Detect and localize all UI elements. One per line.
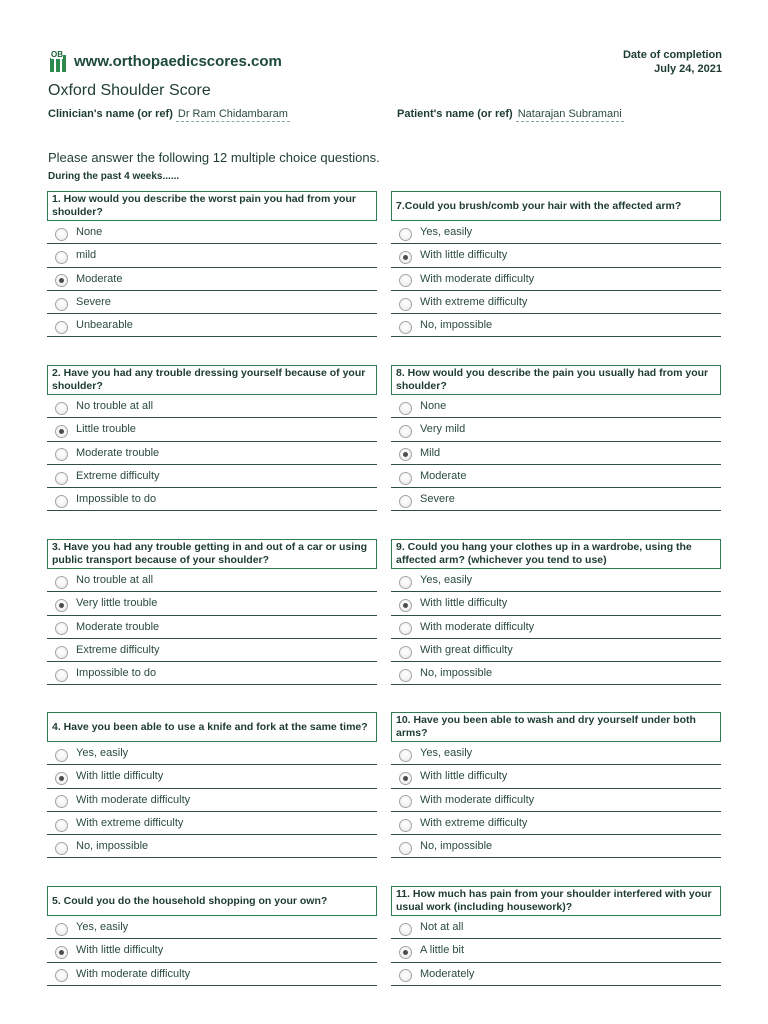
answer-option-label: Severe [76,296,111,309]
answer-option-label: With great difficulty [420,644,513,657]
radio-unselected-icon[interactable] [399,472,412,485]
instructions: Please answer the following 12 multiple choice questions. [48,150,380,165]
question-text: 8. How would you describe the pain you usually had from your shoulder? [391,365,721,395]
answer-option[interactable] [391,916,721,939]
answer-option[interactable] [47,742,377,765]
radio-unselected-icon[interactable] [55,923,68,936]
question-text: 2. Have you had any trouble dressing yourself because of your shoulder? [47,365,377,395]
answer-option-label: With moderate difficulty [76,793,191,806]
clinician-label: Clinician's name (or ref) [48,108,173,120]
clinician-value: Dr Ram Chidambaram [177,108,288,120]
radio-unselected-icon[interactable] [399,298,412,311]
answer-option-label: None [76,226,103,239]
answer-option[interactable] [47,442,377,465]
answer-option-label: Extreme difficulty [76,470,160,483]
answer-option[interactable] [391,765,721,788]
radio-unselected-icon[interactable] [399,669,412,682]
radio-unselected-icon[interactable] [55,669,68,682]
radio-unselected-icon[interactable] [55,842,68,855]
answer-option[interactable] [47,662,377,685]
answer-option-label: Yes, easily [420,226,473,239]
answer-option-label: Little trouble [76,423,136,436]
radio-unselected-icon[interactable] [55,495,68,508]
answer-option-label: Yes, easily [420,574,473,587]
answer-option[interactable] [391,221,721,244]
question-text: 7.Could you brush/comb your hair with the affected arm? [391,191,721,221]
radio-unselected-icon[interactable] [399,749,412,762]
radio-unselected-icon[interactable] [399,819,412,832]
answer-option[interactable] [47,765,377,788]
answer-option[interactable] [47,418,377,441]
answer-option-label: mild [76,249,97,262]
date-of-completion [623,48,722,76]
answer-option[interactable] [391,592,721,615]
answer-option[interactable] [47,939,377,962]
radio-unselected-icon[interactable] [399,646,412,659]
patient-field [397,108,624,122]
answer-option[interactable] [391,465,721,488]
question-block [47,539,377,685]
logo-bars-icon [48,50,70,72]
answer-option[interactable] [47,916,377,939]
answer-option-label: With little difficulty [76,770,164,783]
question-block [391,365,721,511]
question-block [47,886,377,986]
answer-option[interactable] [391,639,721,662]
answer-option-label: Mild [420,446,441,459]
radio-unselected-icon[interactable] [399,228,412,241]
answer-option-label: Impossible to do [76,493,157,506]
answer-option-label: With extreme difficulty [420,296,528,309]
answer-option[interactable] [391,418,721,441]
radio-unselected-icon[interactable] [399,274,412,287]
answer-option[interactable] [391,244,721,267]
answer-option-label: None [420,400,447,413]
answer-option-label: Extreme difficulty [76,644,160,657]
answer-option-label: A little bit [420,944,465,957]
answer-option[interactable] [391,789,721,812]
site-name[interactable]: www.orthopaedicscores.com [74,52,282,70]
question-text: 5. Could you do the household shopping on your own? [47,886,377,916]
radio-unselected-icon[interactable] [55,969,68,982]
answer-option-label: Impossible to do [76,667,157,680]
radio-unselected-icon[interactable] [399,923,412,936]
answer-option-label: With moderate difficulty [420,793,535,806]
radio-unselected-icon[interactable] [55,448,68,461]
radio-selected-icon[interactable] [399,448,412,461]
answer-option-label: Yes, easily [420,747,473,760]
question-block [47,191,377,337]
answer-option[interactable] [391,314,721,337]
page-title: Oxford Shoulder Score [48,82,211,99]
question-text: 11. How much has pain from your shoulder interfered with your usual work (including housework)? [391,886,721,916]
question-text: 1. How would you describe the worst pain you had from your shoulder? [47,191,377,221]
answer-option-label: With little difficulty [420,249,508,262]
answer-option[interactable] [47,592,377,615]
answer-option[interactable] [391,742,721,765]
answer-option-label: No, impossible [420,840,493,853]
question-text: 4. Have you been able to use a knife and fork at the same time? [47,712,377,742]
answer-option-label: With little difficulty [420,597,508,610]
date-value: July 24, 2021 [654,63,722,75]
radio-unselected-icon[interactable] [399,969,412,982]
radio-unselected-icon[interactable] [55,795,68,808]
radio-selected-icon[interactable] [55,425,68,438]
radio-selected-icon[interactable] [399,599,412,612]
answer-option-label: Yes, easily [76,747,129,760]
radio-unselected-icon[interactable] [399,495,412,508]
answer-option-label: Very mild [420,423,466,436]
answer-option-label: Severe [420,493,455,506]
question-block [391,886,721,986]
answer-option-label: No trouble at all [76,574,154,587]
answer-option[interactable] [47,291,377,314]
logo-mark-text: OB [51,50,63,59]
question-block [391,539,721,685]
question-block [391,712,721,858]
radio-unselected-icon[interactable] [55,472,68,485]
radio-unselected-icon[interactable] [55,819,68,832]
site-logo[interactable] [48,50,282,72]
answer-option-label: Unbearable [76,319,133,332]
answer-option-label: No trouble at all [76,400,154,413]
radio-unselected-icon[interactable] [399,622,412,635]
answer-option[interactable] [391,488,721,511]
answer-option[interactable] [47,268,377,291]
answer-option[interactable] [47,789,377,812]
answer-option[interactable] [47,244,377,267]
answer-option[interactable] [47,616,377,639]
answer-option-label: With extreme difficulty [76,817,184,830]
radio-unselected-icon[interactable] [55,228,68,241]
radio-selected-icon[interactable] [55,946,68,959]
patient-value: Natarajan Subramani [517,108,622,120]
question-block [391,191,721,337]
answer-option[interactable] [391,616,721,639]
answer-option-label: Moderate trouble [76,620,160,633]
answer-option-label: With extreme difficulty [420,817,528,830]
answer-option[interactable] [47,812,377,835]
radio-unselected-icon[interactable] [55,576,68,589]
answer-option[interactable] [391,569,721,592]
answer-option-label: Not at all [420,921,464,934]
answer-option[interactable] [391,939,721,962]
radio-unselected-icon[interactable] [55,622,68,635]
answer-option-label: Very little trouble [76,597,158,610]
question-text: 10. Have you been able to wash and dry yourself under both arms? [391,712,721,742]
answer-option[interactable] [391,291,721,314]
radio-unselected-icon[interactable] [55,646,68,659]
answer-option-label: With moderate difficulty [420,272,535,285]
answer-option-label: Moderate [76,272,123,285]
answer-option-label: With moderate difficulty [420,620,535,633]
answer-option[interactable] [391,963,721,986]
answer-option-label: With little difficulty [76,944,164,957]
radio-unselected-icon[interactable] [399,321,412,334]
question-block [47,365,377,511]
answer-option[interactable] [47,569,377,592]
radio-unselected-icon[interactable] [399,842,412,855]
answer-option-label: Moderate trouble [76,446,160,459]
answer-option[interactable] [391,662,721,685]
radio-unselected-icon[interactable] [399,576,412,589]
radio-unselected-icon[interactable] [55,298,68,311]
answer-option-label: No, impossible [420,667,493,680]
answer-option-label: Yes, easily [76,921,129,934]
answer-option-label: With moderate difficulty [76,967,191,980]
answer-option[interactable] [47,465,377,488]
radio-selected-icon[interactable] [399,946,412,959]
radio-unselected-icon[interactable] [399,402,412,415]
answer-option-label: No, impossible [420,319,493,332]
answer-option[interactable] [47,835,377,858]
radio-selected-icon[interactable] [55,274,68,287]
answer-option-label: Moderately [420,967,475,980]
answer-option-label: With little difficulty [420,770,508,783]
radio-selected-icon[interactable] [55,599,68,612]
answer-option[interactable] [391,395,721,418]
answer-option[interactable] [47,314,377,337]
answer-option[interactable] [47,488,377,511]
clinician-field [48,108,290,122]
period-note: During the past 4 weeks...... [48,171,180,182]
answer-option[interactable] [391,835,721,858]
question-block [47,712,377,858]
answer-option-label: No, impossible [76,840,149,853]
radio-unselected-icon[interactable] [55,321,68,334]
answer-option[interactable] [391,812,721,835]
radio-unselected-icon[interactable] [55,251,68,264]
answer-option[interactable] [391,442,721,465]
answer-option[interactable] [47,395,377,418]
radio-selected-icon[interactable] [55,772,68,785]
radio-selected-icon[interactable] [399,772,412,785]
answer-option[interactable] [391,268,721,291]
radio-selected-icon[interactable] [399,251,412,264]
radio-unselected-icon[interactable] [399,425,412,438]
answer-option[interactable] [47,639,377,662]
answer-option[interactable] [47,963,377,986]
question-text: 9. Could you hang your clothes up in a wardrobe, using the affected arm? (whichever you tend to use) [391,539,721,569]
answer-option-label: Moderate [420,470,467,483]
radio-unselected-icon[interactable] [55,749,68,762]
radio-unselected-icon[interactable] [55,402,68,415]
radio-unselected-icon[interactable] [399,795,412,808]
answer-option[interactable] [47,221,377,244]
question-text: 3. Have you had any trouble getting in and out of a car or using public transport because of your shoulder? [47,539,377,569]
date-label: Date of completion [622,49,722,61]
patient-label: Patient's name (or ref) [397,108,513,120]
